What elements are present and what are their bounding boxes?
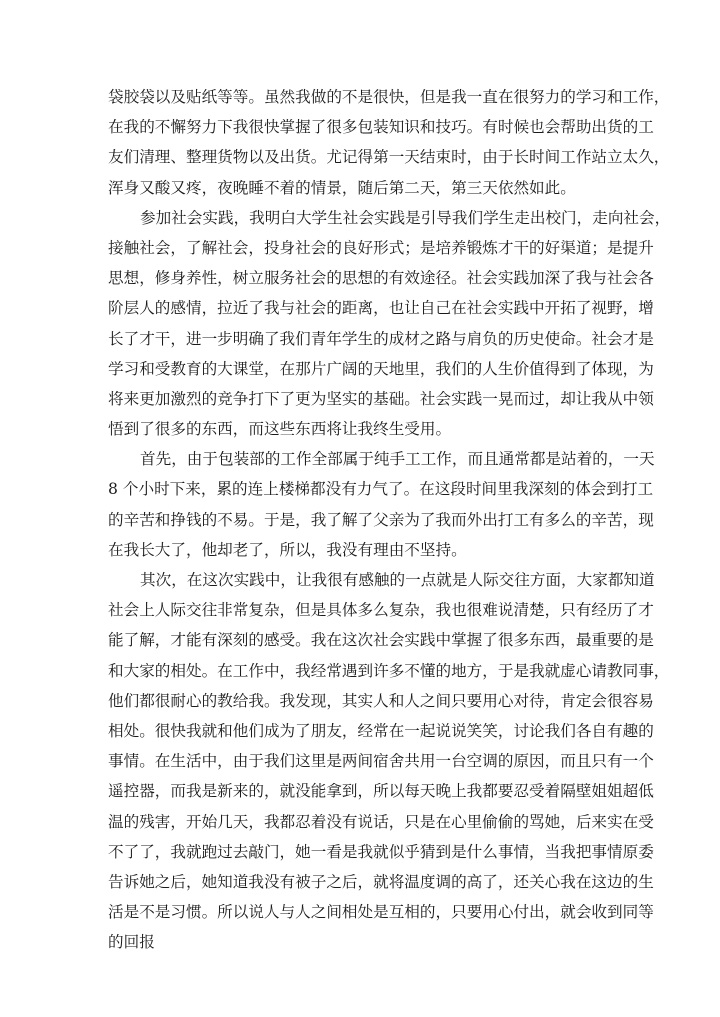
- paragraph-3: [108, 444, 655, 565]
- text-line: 在我长大了，他却老了，所以，我没有理由不坚持。: [108, 540, 467, 559]
- text-line: 思想，修身养性，树立服务社会的思想的有效途径。社会实践加深了我与社会各: [108, 269, 654, 288]
- text-line: 遥控器，而我是新来的，就没能拿到，所以每天晚上我都要忍受着隔壁姐姐超低: [108, 782, 654, 801]
- text-line: 能了解，才能有深刻的感受。我在这次社会实践中掌握了很多东西，最重要的是: [108, 631, 654, 650]
- text-line: 阶层人的感情，拉近了我与社会的距离，也让自己在社会实践中开拓了视野，增: [108, 299, 654, 318]
- text-line: 接触社会，了解社会，投身社会的良好形式；是培养锻炼才干的好渠道；是提升: [108, 238, 654, 257]
- text-line: 温的残害，开始几天，我都忍着没有说话，只是在心里偷偷的骂她，后来实在受: [108, 812, 654, 831]
- text-line: 首先，由于包装部的工作全部属于纯手工工作，而且通常都是站着的，一天: [140, 450, 655, 469]
- text-line: 告诉她之后，她知道我没有被子之后，就将温度调的高了，还关心我在这边的生: [108, 872, 654, 891]
- document-page: [108, 82, 671, 957]
- paragraph-1: [108, 82, 670, 203]
- text-line: 浑身又酸又疼，夜晚睡不着的情景，随后第二天，第三天依然如此。: [108, 178, 576, 197]
- text-line: 友们清理、整理货物以及出货。尤记得第一天结束时，由于长时间工作站立太久，: [108, 148, 670, 167]
- text-line: 在我的不懈努力下我很快掌握了很多包装知识和技巧。有时候也会帮助出货的工: [108, 118, 654, 137]
- text-line: 社会上人际交往非常复杂，但是具体多么复杂，我也很难说清楚，只有经历了才: [108, 601, 654, 620]
- text-line: 其次，在这次实践中，让我很有感触的一点就是人际交往方面，大家都知道: [140, 571, 655, 589]
- text-line: 袋胶袋以及贴纸等等。虽然我做的不是很快，但是我一直在很努力的学习和工作，: [108, 88, 670, 106]
- text-line: 悟到了很多的东西，而这些东西将让我终生受用。: [108, 420, 452, 439]
- text-line: 他们都很耐心的教给我。我发现，其实人和人之间只要用心对待，肯定会很容易: [108, 691, 654, 710]
- paragraph-4: [108, 565, 670, 957]
- text-line: 将来更加激烈的竞争打下了更为坚实的基础。社会实践一晃而过，却让我从中领: [108, 389, 654, 408]
- text-line: 相处。很快我就和他们成为了朋友，经常在一起说说笑笑，讨论我们各自有趣的: [108, 721, 654, 740]
- text-line: 和大家的相处。在工作中，我经常遇到许多不懂的地方，于是我就虚心请教同事，: [108, 661, 670, 680]
- text-line: 的回报: [108, 933, 155, 952]
- text-line: 事情。在生活中，由于我们这里是两间宿舍共用一台空调的原因，而且只有一个: [108, 752, 654, 771]
- text-line: 的辛苦和挣钱的不易。于是，我了解了父亲为了我而外出打工有多么的辛苦，现: [108, 510, 654, 529]
- text-line: 参加社会实践，我明白大学生社会实践是引导我们学生走出校门，走向社会，: [140, 208, 671, 227]
- text-line: 8 个小时下来，累的连上楼梯都没有力气了。在这段时间里我深刻的体会到打工: [108, 480, 654, 499]
- text-line: 长了才干，进一步明确了我们青年学生的成材之路与肩负的历史使命。社会才是: [108, 329, 654, 348]
- text-line: 活是不是习惯。所以说人与人之间相处是互相的，只要用心付出，就会收到同等: [108, 903, 654, 922]
- text-line: 学习和受教育的大课堂，在那片广阔的天地里，我们的人生价值得到了体现，为: [108, 359, 654, 378]
- text-line: 不了了，我就跑过去敲门，她一看是我就似乎猜到是什么事情，当我把事情原委: [108, 842, 654, 861]
- paragraph-2: [108, 203, 671, 445]
